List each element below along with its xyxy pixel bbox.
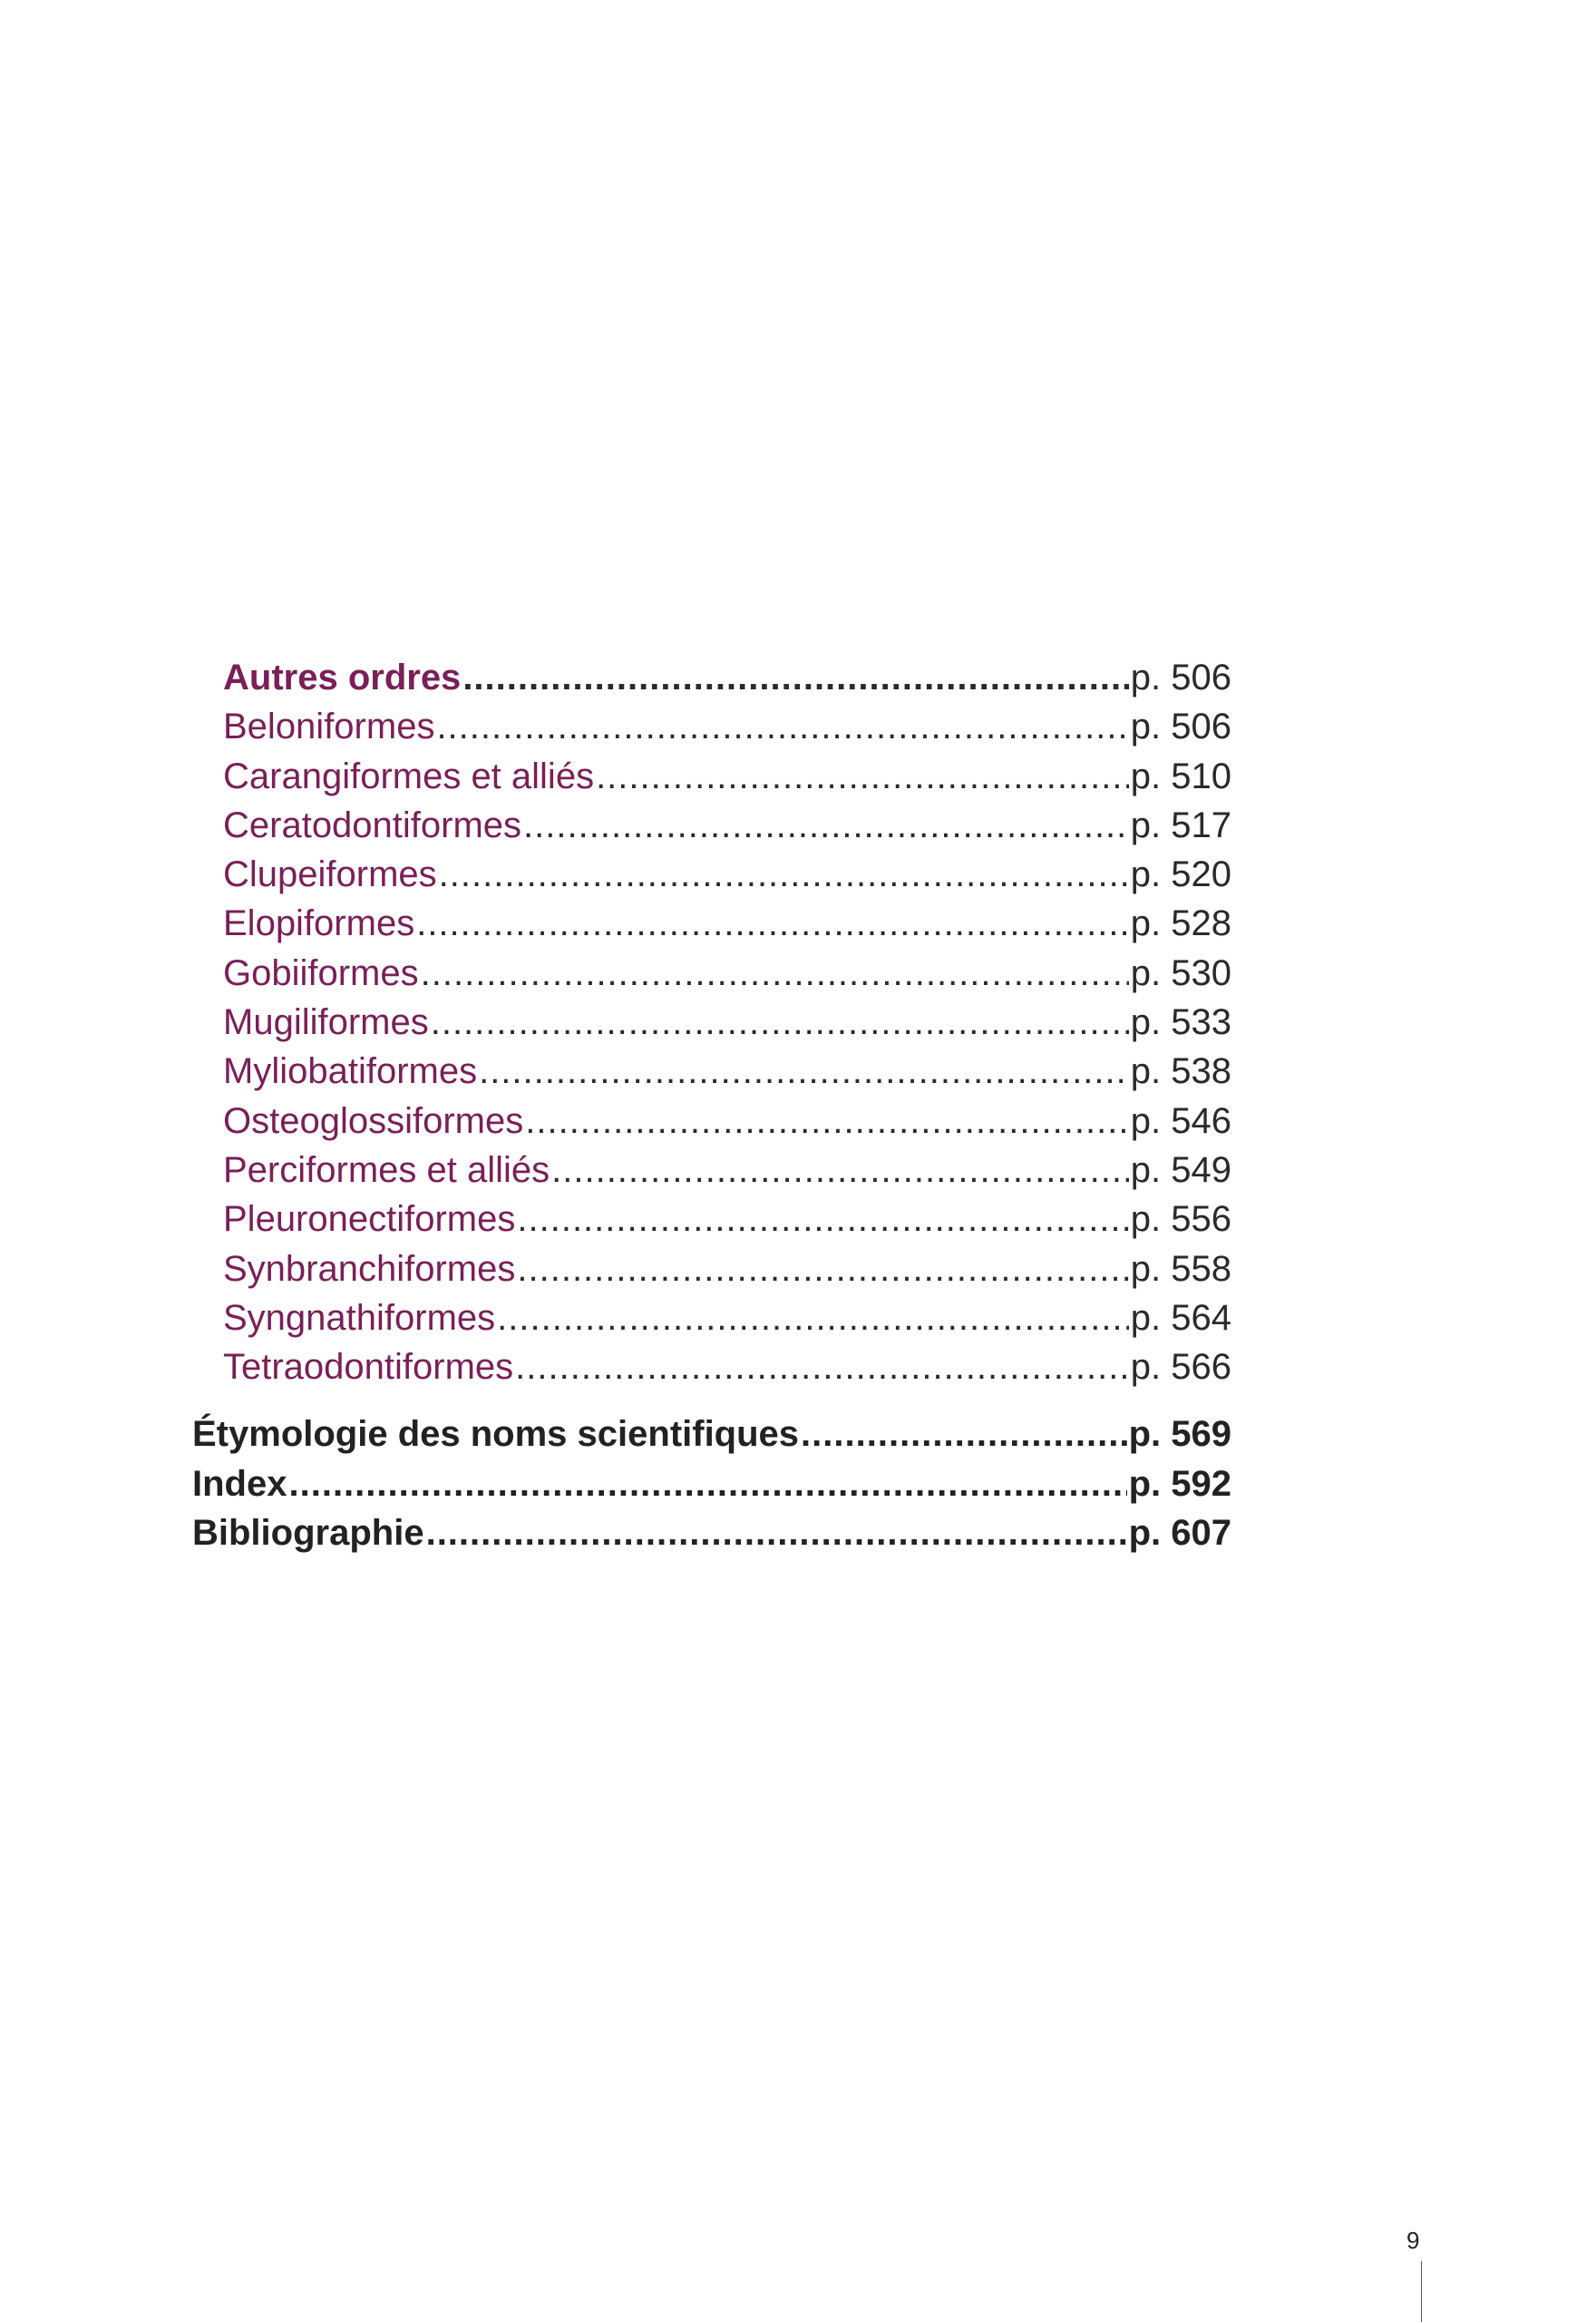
dot-leader <box>596 752 1129 801</box>
toc-entry-perciformes[interactable] <box>192 1146 1231 1195</box>
toc-entry-page: p. 510 <box>1130 756 1231 796</box>
toc-entry-label: Clupeiformes <box>223 854 437 895</box>
toc-entry-label: Gobiiformes <box>223 952 419 993</box>
toc-entry-beloniformes[interactable] <box>192 702 1231 751</box>
toc-entry-page: p. 558 <box>1130 1248 1231 1289</box>
toc-entry-label: Osteoglossiformes <box>223 1100 524 1141</box>
main-entries-list <box>192 1410 1231 1557</box>
dot-leader <box>523 801 1129 850</box>
toc-entry-label: Beloniformes <box>223 707 435 747</box>
toc-entry-ceratodontiformes[interactable] <box>192 801 1231 850</box>
dot-leader <box>462 653 1128 702</box>
dot-leader <box>525 1097 1129 1146</box>
dot-leader <box>439 850 1129 899</box>
toc-entry-page: p. 506 <box>1130 658 1231 698</box>
toc-entry-autres-ordres[interactable] <box>192 653 1231 702</box>
toc-entry-index[interactable] <box>192 1459 1231 1508</box>
toc-entry-label: Myliobatiformes <box>223 1051 478 1092</box>
toc-entry-page: p. 546 <box>1130 1100 1231 1141</box>
toc-entry-page: p. 564 <box>1130 1297 1231 1338</box>
dot-leader <box>421 949 1129 998</box>
toc-entry-label: Tetraodontiformes <box>223 1347 514 1388</box>
toc-entry-page: p. 569 <box>1128 1414 1231 1455</box>
dot-leader <box>801 1410 1127 1459</box>
toc-entry-label: Étymologie des noms scientifiques <box>192 1414 800 1455</box>
toc-entry-syngnathiformes[interactable] <box>192 1293 1231 1342</box>
toc-entry-label: Autres ordres <box>223 658 462 698</box>
toc-entry-label: Mugiliformes <box>223 1002 429 1043</box>
toc-entry-elopiformes[interactable] <box>192 899 1231 948</box>
toc-entry-label: Bibliographie <box>192 1513 424 1554</box>
toc-entry-carangiformes[interactable] <box>192 752 1231 801</box>
folio-rule-divider <box>1421 2261 1422 2322</box>
toc-entry-page: p. 607 <box>1128 1513 1231 1554</box>
dot-leader <box>517 1244 1128 1293</box>
toc-entry-page: p. 549 <box>1130 1149 1231 1190</box>
toc-entry-page: p. 530 <box>1130 952 1231 993</box>
toc-entry-page: p. 528 <box>1130 903 1231 944</box>
toc-entry-label: Pleuronectiformes <box>223 1199 516 1240</box>
toc-entry-clupeiformes[interactable] <box>192 850 1231 899</box>
toc-entry-label: Elopiformes <box>223 903 415 944</box>
toc-entry-synbranchiformes[interactable] <box>192 1244 1231 1293</box>
toc-entry-label: Carangiformes et alliés <box>223 756 595 796</box>
dot-leader <box>426 1508 1127 1557</box>
dot-leader <box>497 1293 1129 1342</box>
toc-entry-tetraodontiformes[interactable] <box>192 1342 1231 1391</box>
toc-entry-label: Perciformes et alliés <box>223 1149 550 1190</box>
toc-entry-label: Synbranchiformes <box>223 1248 516 1289</box>
dot-leader <box>479 1047 1129 1096</box>
dot-leader <box>431 998 1129 1047</box>
page-number: 9 <box>1406 2227 1420 2254</box>
toc-entry-page: p. 506 <box>1130 707 1231 747</box>
toc-entry-label: Index <box>192 1463 287 1504</box>
toc-entry-page: p. 556 <box>1130 1199 1231 1240</box>
dot-leader <box>436 702 1128 751</box>
toc-entry-label: Syngnathiformes <box>223 1297 496 1338</box>
toc-entry-page: p. 533 <box>1130 1002 1231 1043</box>
toc-entry-bibliographie[interactable] <box>192 1508 1231 1557</box>
toc-entry-page: p. 592 <box>1128 1463 1231 1504</box>
toc-entry-page: p. 538 <box>1130 1051 1231 1092</box>
dot-leader <box>288 1459 1126 1508</box>
dot-leader <box>517 1195 1128 1244</box>
table-of-contents <box>192 653 1231 1557</box>
toc-entry-pleuronectiformes[interactable] <box>192 1195 1231 1244</box>
toc-entry-etymologie[interactable] <box>192 1410 1231 1459</box>
toc-entry-page: p. 566 <box>1130 1347 1231 1388</box>
dot-leader <box>416 899 1129 948</box>
toc-entry-page: p. 520 <box>1130 854 1231 895</box>
toc-entry-osteoglossiformes[interactable] <box>192 1097 1231 1146</box>
toc-entry-page: p. 517 <box>1130 805 1231 845</box>
toc-entry-label: Ceratodontiformes <box>223 805 522 845</box>
dot-leader <box>551 1146 1129 1195</box>
sub-entries-list <box>192 653 1231 1391</box>
dot-leader <box>515 1342 1129 1391</box>
toc-entry-gobiiformes[interactable] <box>192 949 1231 998</box>
toc-entry-myliobatiformes[interactable] <box>192 1047 1231 1096</box>
toc-entry-mugiliformes[interactable] <box>192 998 1231 1047</box>
